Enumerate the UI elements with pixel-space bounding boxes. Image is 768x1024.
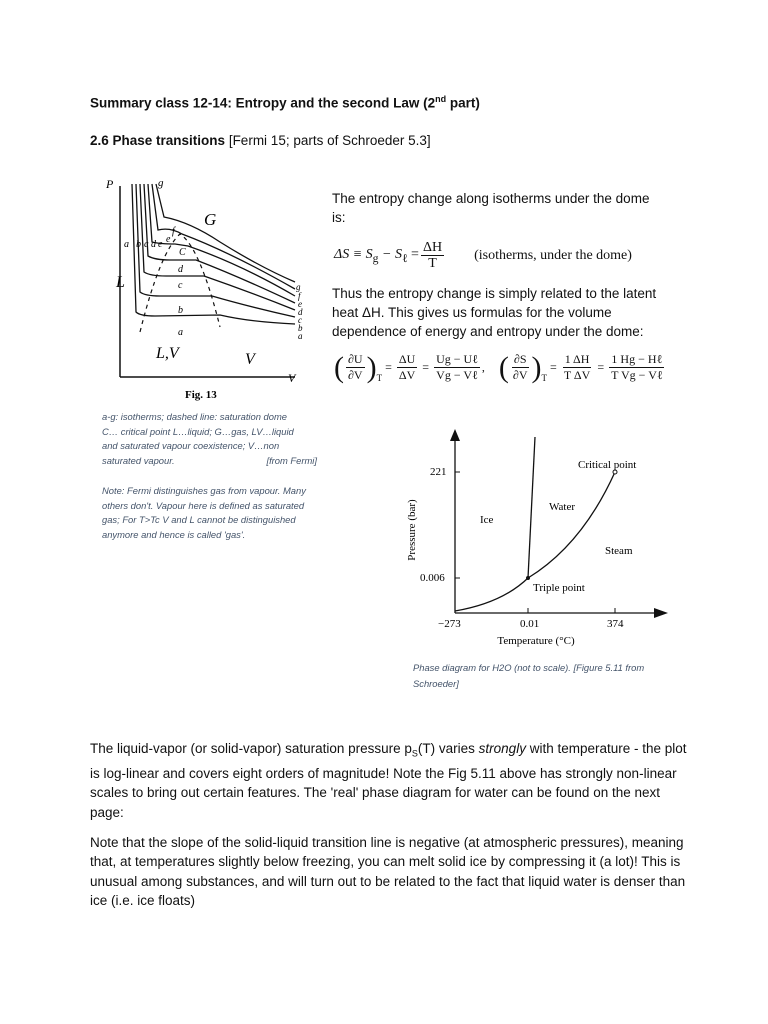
section-heading: 2.6 Phase transitions [Fermi 15; parts of Schroeder 5.3]: [90, 133, 431, 148]
svg-text:e: e: [298, 299, 302, 309]
note-caption: Note: Fermi distinguishes gas from vapour. Many others don't. Vapour here is defined as saturated gas; For T>Tc V and L cannot be distinguished anymore and hence is called 'gas'.: [102, 485, 306, 540]
latent-heat-paragraph: Thus the entropy change is simply related to the latent heat ΔH. This gives us formulas for the volume dependence of energy and entropy under the dome:: [332, 286, 657, 339]
x-axis-arrow: [654, 608, 668, 618]
label-critical-point: Critical point: [578, 459, 637, 471]
entropy-paragraph: The entropy change along isotherms under the dome is:: [332, 191, 650, 225]
svg-text:d: d: [298, 307, 303, 317]
x-axis-label: Temperature (°C): [497, 635, 575, 647]
svg-text:a: a: [298, 331, 303, 341]
label-liquid: L: [116, 274, 125, 291]
svg-text:d: d: [151, 239, 156, 250]
label-liquid-vapour: L,V: [156, 345, 179, 362]
fermi-isotherm-figure: [100, 172, 310, 404]
y-axis-arrow: [450, 429, 460, 441]
label-gas: G: [204, 210, 217, 229]
label-steam: Steam: [605, 545, 633, 557]
svg-text:g: g: [296, 282, 301, 292]
x-tick-374: 374: [607, 618, 624, 630]
svg-text:g: g: [158, 177, 164, 189]
saturation-paragraph: The liquid-vapor (or solid-vapor) saturation pressure $p_S(T)$ varies strongly with temperature - the plot is log-linear and covers eight orders of magnitude! Note the Fig 5.11 above has strongly non-linear scales to bring out certain features. The 'real' phase diagram for water can be found on the next page:: [90, 741, 687, 820]
y-axis-label: Pressure (bar): [406, 499, 418, 561]
water-phase-diagram: [402, 425, 672, 647]
svg-text:b: b: [178, 305, 183, 316]
svg-text:a: a: [178, 327, 183, 338]
svg-text:c: c: [178, 280, 183, 291]
svg-text:c: c: [298, 315, 302, 325]
label-ice: Ice: [480, 514, 494, 526]
label-triple-point: Triple point: [533, 582, 585, 594]
svg-text:e: e: [158, 239, 163, 250]
svg-text:c: c: [144, 239, 149, 250]
axis-label-p: P: [106, 177, 114, 191]
svg-text:e: e: [166, 234, 171, 245]
entropy-equation: $\Delta S \equiv S_g - S_\ell$ = $\frac{\Delta H}{T}$ (isotherms, under the dome): [334, 240, 632, 271]
y-tick-221: 221: [430, 466, 447, 478]
svg-text:f: f: [172, 226, 175, 237]
melting-curve: [528, 437, 535, 578]
axis-label-v: V: [288, 371, 296, 385]
phase-diagram-caption: Phase diagram for H2O (not to scale). [Figure 5.11 from Schroeder]: [413, 662, 645, 689]
svg-text:f: f: [298, 291, 301, 301]
fermi-caption: a-g: isotherms; dashed line: saturation dome C… critical point L…liquid; G…gas, LV…liquid and saturated vapour coexistence; V…non saturated vapour. [from Fermi]: [102, 411, 317, 466]
sublimation-curve: [455, 578, 528, 611]
triple-point-marker: [526, 576, 530, 580]
vaporization-curve: [528, 472, 615, 578]
label-vapour: V: [245, 351, 255, 368]
svg-text:b: b: [298, 323, 303, 333]
label-water: Water: [549, 501, 575, 513]
page-title: Summary class 12-14: Entropy and the second Law (2nd part): [90, 94, 480, 111]
svg-text:b: b: [136, 239, 141, 250]
x-tick-273: −273: [438, 618, 461, 630]
svg-text:a: a: [124, 239, 129, 250]
label-critical-point: C: [179, 247, 186, 258]
x-tick-001: 0.01: [520, 618, 540, 630]
fig-label: Fig. 13: [185, 389, 217, 401]
volume-dependence-equations: ( $\frac{\partial U}{\partial V}$ ) T = $\frac{\Delta U}{\Delta V}$ = $\frac{\text{Ug − Uℓ}}{\text{Vg − Vℓ}}$ , ( $\frac{\partial S}{\partial V}$ ) T = $\frac{1 \Delta H}{\text{T ΔV}}$ = $\frac{\text{1 Hg − Hℓ}}{\text{T Vg − Vℓ}}$: [334, 350, 663, 384]
y-tick-0006: 0.006: [420, 572, 445, 584]
svg-text:d: d: [178, 264, 183, 275]
slope-paragraph: Note that the slope of the solid-liquid transition line is negative (at atmospheric pressures), meaning that, at temperatures slightly below freezing, you can melt solid ice by compressing it (a lot)! This is unusual among substances, and will turn out to be related to the fact that liquid water is denser than ice (i.e. ice floats): [90, 835, 686, 908]
